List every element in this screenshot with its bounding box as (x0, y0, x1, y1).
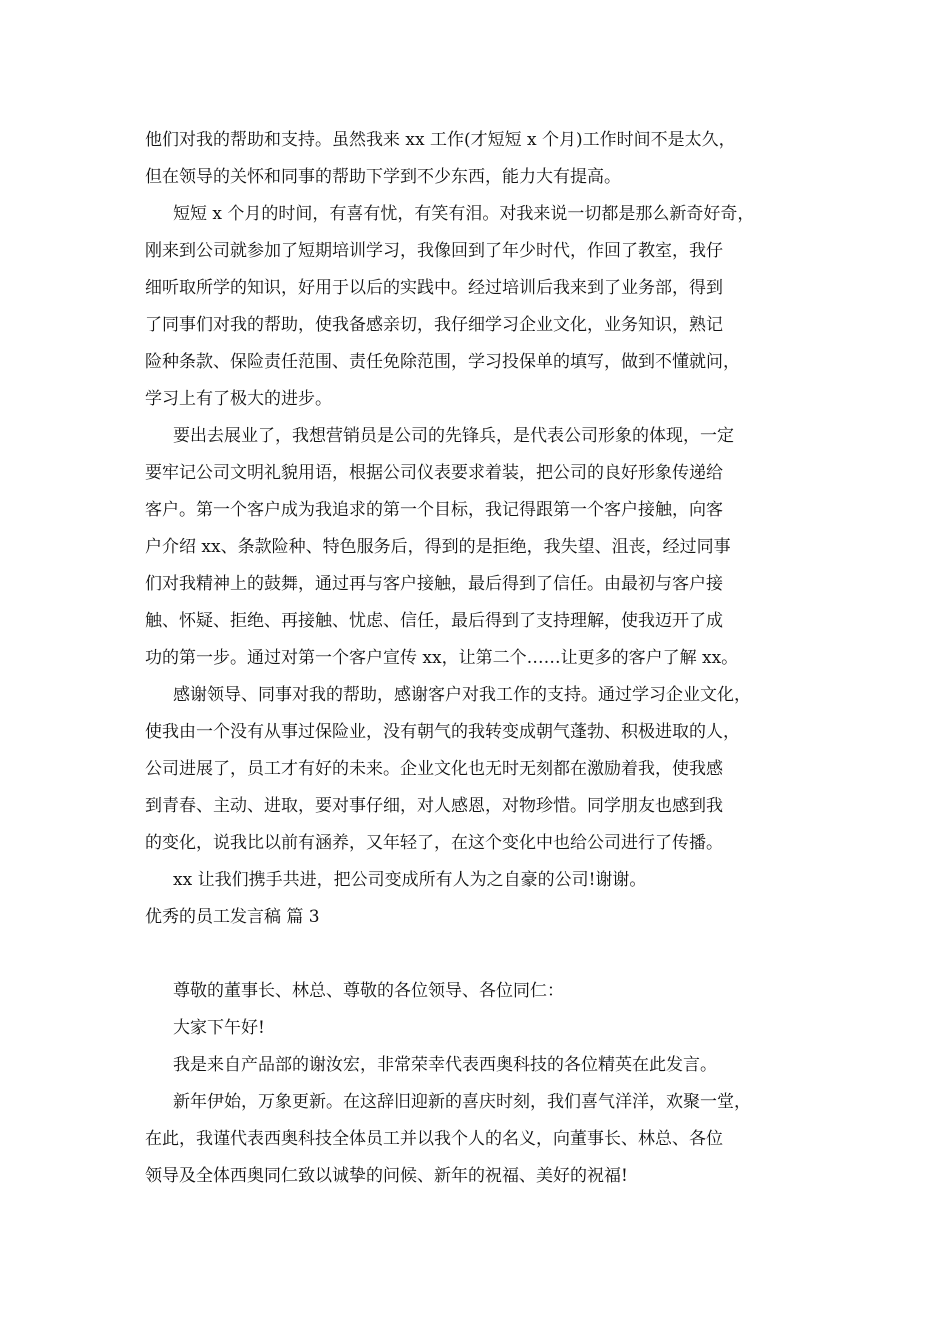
paragraph-line: 短短 x 个月的时间，有喜有忧，有笑有泪。对我来说一切都是那么新奇好奇， (173, 204, 755, 224)
paragraph-line: 到青春、主动、进取，要对事仔细，对人感恩，对物珍惜。同学朋友也感到我 (145, 796, 723, 816)
paragraph-line: 们对我精神上的鼓舞，通过再与客户接触，最后得到了信任。由最初与客户接 (145, 574, 723, 594)
paragraph-line: 在此，我谨代表西奥科技全体员工并以我个人的名义，向董事长、林总、各位 (145, 1129, 723, 1149)
paragraph-line: 领导及全体西奥同仁致以诚挚的问候、新年的祝福、美好的祝福! (145, 1166, 628, 1186)
paragraph-line: 客户。第一个客户成为我追求的第一个目标，我记得跟第一个客户接触，向客 (145, 500, 723, 520)
greeting-line: 大家下午好! (173, 1018, 265, 1038)
paragraph-line: 但在领导的关怀和同事的帮助下学到不少东西，能力大有提高。 (145, 167, 621, 187)
paragraph-line: 他们对我的帮助和支持。虽然我来 xx 工作(才短短 x 个月)工作时间不是太久， (145, 130, 736, 150)
paragraph-line: 使我由一个没有从事过保险业，没有朝气的我转变成朝气蓬勃、积极进取的人， (145, 722, 740, 742)
salutation-line: 尊敬的董事长、林总、尊敬的各位领导、各位同仁： (173, 981, 564, 1001)
paragraph-line: 感谢领导、同事对我的帮助，感谢客户对我工作的支持。通过学习企业文化， (173, 685, 751, 705)
paragraph-line: 我是来自产品部的谢汝宏，非常荣幸代表西奥科技的各位精英在此发言。 (173, 1055, 717, 1075)
paragraph-line: 了同事们对我的帮助，使我备感亲切，我仔细学习企业文化，业务知识，熟记 (145, 315, 723, 335)
paragraph-line: 功的第一步。通过对第一个客户宣传 xx，让第二个……让更多的客户了解 xx。 (145, 648, 739, 668)
paragraph-line: 刚来到公司就参加了短期培训学习，我像回到了年少时代，作回了教室，我仔 (145, 241, 723, 261)
paragraph-line: 触、怀疑、拒绝、再接触、忧虑、信任，最后得到了支持理解，使我迈开了成 (145, 611, 723, 631)
paragraph-line: 户介绍 xx、条款险种、特色服务后，得到的是拒绝，我失望、沮丧，经过同事 (145, 537, 731, 557)
paragraph-line: 要牢记公司文明礼貌用语，根据公司仪表要求着装，把公司的良好形象传递给 (145, 463, 723, 483)
paragraph-line: 细听取所学的知识，好用于以后的实践中。经过培训后我来到了业务部，得到 (145, 278, 723, 298)
paragraph-line: 险种条款、保险责任范围、责任免除范围，学习投保单的填写，做到不懂就问， (145, 352, 740, 372)
paragraph-line: 学习上有了极大的进步。 (145, 389, 332, 409)
paragraph-line: 的变化，说我比以前有涵养，又年轻了，在这个变化中也给公司进行了传播。 (145, 833, 723, 853)
section-heading: 优秀的员工发言稿 篇 3 (145, 907, 320, 927)
paragraph-line: 要出去展业了，我想营销员是公司的先锋兵，是代表公司形象的体现，一定 (173, 426, 734, 446)
paragraph-line: 新年伊始，万象更新。在这辞旧迎新的喜庆时刻，我们喜气洋洋，欢聚一堂， (173, 1092, 751, 1112)
paragraph-line: 公司进展了，员工才有好的未来。企业文化也无时无刻都在激励着我，使我感 (145, 759, 723, 779)
paragraph-line: xx 让我们携手共进，把公司变成所有人为之自豪的公司!谢谢。 (173, 870, 647, 890)
